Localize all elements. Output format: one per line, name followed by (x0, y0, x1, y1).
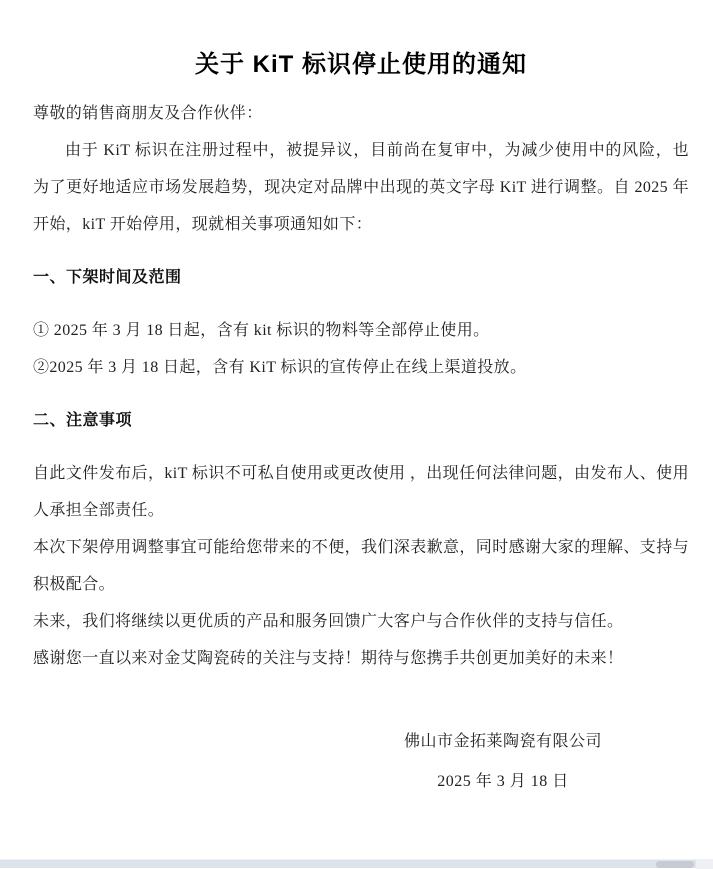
section2-paragraph-4: 感谢您一直以来对金艾陶瓷砖的关注与支持！期待与您携手共创更加美好的未来！ (33, 650, 624, 668)
document-title: 关于 KiT 标识停止使用的通知 (195, 51, 527, 78)
horizontal-scrollbar[interactable] (0, 859, 713, 868)
signature-date: 2025 年 3 月 18 日 (437, 773, 569, 791)
section1-heading: 一、下架时间及范围 (33, 269, 182, 287)
salutation: 尊敬的销售商朋友及合作伙伴： (33, 105, 263, 123)
section2-paragraph-1: 自此文件发布后，kiT 标识不可私自使用或更改使用 ，出现任何法律问题，由发布人、使用人承担全部责任。 (33, 465, 689, 520)
document-content (33, 0, 689, 803)
section1-item-1: ① 2025 年 3 月 18 日起，含有 kit 标识的物料等全部停止使用。 (33, 322, 490, 340)
intro-paragraph: 由于 KiT 标识在注册过程中，被提异议，目前尚在复审中，为减少使用中的风险，也为了更好地适应市场发展趋势，现决定对品牌中出现的英文字母 KiT 进行调整。自 2025 年开始，kiT 开始停用，现就相关事项通知如下： (33, 142, 689, 234)
signature-company: 佛山市金拓莱陶瓷有限公司 (403, 733, 602, 751)
horizontal-scrollbar-thumb[interactable] (656, 861, 694, 868)
signature-block (363, 723, 643, 803)
section2-heading: 二、注意事项 (33, 412, 133, 430)
section1-item-2: ②2025 年 3 月 18 日起，含有 KiT 标识的宣传停止在线上渠道投放。 (33, 359, 527, 377)
section2-paragraph-2: 本次下架停用调整事宜可能给您带来的不便，我们深表歉意，同时感谢大家的理解、支持与积极配合。 (33, 539, 690, 594)
section2-paragraph-3: 未来，我们将继续以更优质的产品和服务回馈广大客户与合作伙伴的支持与信任。 (33, 613, 624, 631)
